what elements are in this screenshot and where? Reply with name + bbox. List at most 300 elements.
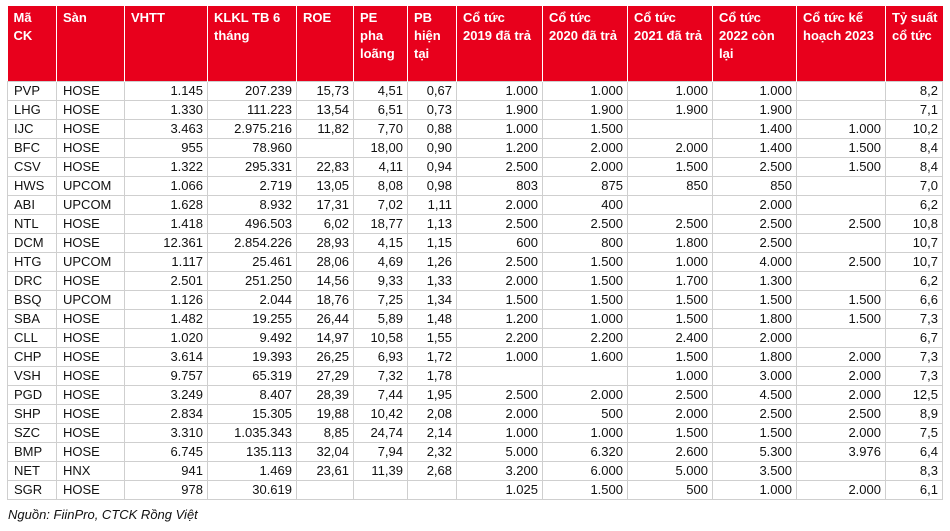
value-cell: 1.418: [125, 214, 208, 233]
value-cell: 9.757: [125, 366, 208, 385]
value-cell: 111.223: [208, 100, 297, 119]
value-cell: 2.000: [457, 195, 543, 214]
value-cell: 1.035.343: [208, 423, 297, 442]
exchange-cell: HOSE: [57, 81, 125, 100]
value-cell: 2.500: [457, 252, 543, 271]
value-cell: 2.000: [797, 480, 886, 499]
value-cell: 1,13: [408, 214, 457, 233]
value-cell: [297, 480, 354, 499]
value-cell: 1.000: [713, 480, 797, 499]
table-row: [8, 195, 943, 214]
value-cell: 1.000: [543, 309, 628, 328]
dividend-table: [7, 6, 943, 500]
value-cell: 2.854.226: [208, 233, 297, 252]
value-cell: 3.614: [125, 347, 208, 366]
value-cell: 2.500: [797, 404, 886, 423]
value-cell: 15.305: [208, 404, 297, 423]
value-cell: 65.319: [208, 366, 297, 385]
value-cell: 1.145: [125, 81, 208, 100]
value-cell: 8,2: [886, 81, 943, 100]
value-cell: 1.400: [713, 119, 797, 138]
value-cell: 2.600: [628, 442, 713, 461]
value-cell: 1.117: [125, 252, 208, 271]
value-cell: 18,00: [354, 138, 408, 157]
exchange-cell: UPCOM: [57, 290, 125, 309]
ticker-cell: HTG: [8, 252, 57, 271]
ticker-cell: HWS: [8, 176, 57, 195]
value-cell: 1.322: [125, 157, 208, 176]
exchange-cell: HOSE: [57, 442, 125, 461]
value-cell: 1,34: [408, 290, 457, 309]
value-cell: 1.000: [457, 423, 543, 442]
value-cell: 2.500: [543, 214, 628, 233]
value-cell: [797, 176, 886, 195]
value-cell: 1.900: [713, 100, 797, 119]
table-row: [8, 442, 943, 461]
value-cell: 2.500: [713, 157, 797, 176]
ticker-cell: CSV: [8, 157, 57, 176]
value-cell: 1.500: [628, 309, 713, 328]
value-cell: [297, 138, 354, 157]
value-cell: 1.500: [713, 290, 797, 309]
value-cell: 13,05: [297, 176, 354, 195]
table-row: [8, 290, 943, 309]
column-header: Cổ tức 2020 đã trả: [543, 6, 628, 81]
value-cell: 28,93: [297, 233, 354, 252]
value-cell: 18,77: [354, 214, 408, 233]
value-cell: 1.000: [543, 423, 628, 442]
header-row: [8, 6, 943, 81]
value-cell: 2.500: [457, 385, 543, 404]
ticker-cell: SHP: [8, 404, 57, 423]
value-cell: 3.200: [457, 461, 543, 480]
value-cell: 7,02: [354, 195, 408, 214]
column-header: Mã CK: [8, 6, 57, 81]
value-cell: 803: [457, 176, 543, 195]
value-cell: 1.900: [457, 100, 543, 119]
value-cell: 0,67: [408, 81, 457, 100]
column-header: PB hiện tại: [408, 6, 457, 81]
exchange-cell: HOSE: [57, 119, 125, 138]
table-row: [8, 480, 943, 499]
value-cell: 5.000: [457, 442, 543, 461]
value-cell: 10,7: [886, 252, 943, 271]
value-cell: 6,02: [297, 214, 354, 233]
value-cell: 1.900: [543, 100, 628, 119]
column-header: Cổ tức 2022 còn lại: [713, 6, 797, 81]
table-row: [8, 366, 943, 385]
table-row: [8, 404, 943, 423]
value-cell: 2,08: [408, 404, 457, 423]
value-cell: 1,11: [408, 195, 457, 214]
value-cell: 6.000: [543, 461, 628, 480]
value-cell: 7,1: [886, 100, 943, 119]
value-cell: 1,15: [408, 233, 457, 252]
value-cell: 32,04: [297, 442, 354, 461]
value-cell: 1.500: [543, 290, 628, 309]
value-cell: 1.000: [628, 81, 713, 100]
value-cell: 8,4: [886, 138, 943, 157]
ticker-cell: DRC: [8, 271, 57, 290]
value-cell: 2.000: [797, 366, 886, 385]
value-cell: [354, 480, 408, 499]
value-cell: 4.500: [713, 385, 797, 404]
value-cell: 2.000: [628, 404, 713, 423]
table-row: [8, 119, 943, 138]
value-cell: 12,5: [886, 385, 943, 404]
exchange-cell: HOSE: [57, 271, 125, 290]
value-cell: 6,1: [886, 480, 943, 499]
column-header: VHTT: [125, 6, 208, 81]
value-cell: 25.461: [208, 252, 297, 271]
value-cell: [797, 461, 886, 480]
value-cell: 496.503: [208, 214, 297, 233]
value-cell: 1.700: [628, 271, 713, 290]
table-row: [8, 385, 943, 404]
exchange-cell: UPCOM: [57, 252, 125, 271]
value-cell: 2.500: [713, 404, 797, 423]
table-row: [8, 271, 943, 290]
value-cell: 1.000: [543, 81, 628, 100]
value-cell: 2.500: [713, 214, 797, 233]
ticker-cell: VSH: [8, 366, 57, 385]
value-cell: 1.500: [713, 423, 797, 442]
value-cell: 1.628: [125, 195, 208, 214]
value-cell: 1.469: [208, 461, 297, 480]
value-cell: 1.500: [543, 252, 628, 271]
table-row: [8, 138, 943, 157]
table-row: [8, 176, 943, 195]
value-cell: [797, 100, 886, 119]
exchange-cell: HOSE: [57, 100, 125, 119]
value-cell: 2.000: [797, 347, 886, 366]
value-cell: 978: [125, 480, 208, 499]
value-cell: [457, 366, 543, 385]
value-cell: 1,33: [408, 271, 457, 290]
value-cell: 5.000: [628, 461, 713, 480]
value-cell: 26,25: [297, 347, 354, 366]
value-cell: 2.500: [457, 214, 543, 233]
value-cell: [797, 328, 886, 347]
value-cell: 4,51: [354, 81, 408, 100]
value-cell: 295.331: [208, 157, 297, 176]
value-cell: 1.330: [125, 100, 208, 119]
value-cell: 1.500: [543, 271, 628, 290]
value-cell: 4.000: [713, 252, 797, 271]
ticker-cell: BFC: [8, 138, 57, 157]
value-cell: 2,68: [408, 461, 457, 480]
exchange-cell: UPCOM: [57, 195, 125, 214]
value-cell: 2.000: [628, 138, 713, 157]
value-cell: 4,15: [354, 233, 408, 252]
value-cell: 1.800: [713, 347, 797, 366]
source-note: Nguồn: FiinPro, CTCK Rồng Việt: [8, 507, 198, 522]
value-cell: 2.975.216: [208, 119, 297, 138]
value-cell: 8.932: [208, 195, 297, 214]
column-header: Cổ tức 2021 đã trả: [628, 6, 713, 81]
value-cell: 7,25: [354, 290, 408, 309]
value-cell: 2.834: [125, 404, 208, 423]
value-cell: 500: [543, 404, 628, 423]
table-row: [8, 81, 943, 100]
table-row: [8, 328, 943, 347]
value-cell: 11,82: [297, 119, 354, 138]
value-cell: 24,74: [354, 423, 408, 442]
value-cell: 941: [125, 461, 208, 480]
value-cell: 2.400: [628, 328, 713, 347]
exchange-cell: HOSE: [57, 328, 125, 347]
value-cell: 1.000: [457, 347, 543, 366]
ticker-cell: CHP: [8, 347, 57, 366]
value-cell: 1.800: [713, 309, 797, 328]
value-cell: 23,61: [297, 461, 354, 480]
value-cell: 2.000: [543, 157, 628, 176]
value-cell: 8.407: [208, 385, 297, 404]
value-cell: 2.719: [208, 176, 297, 195]
value-cell: 1.500: [543, 480, 628, 499]
value-cell: 17,31: [297, 195, 354, 214]
value-cell: 2.000: [797, 423, 886, 442]
ticker-cell: CLL: [8, 328, 57, 347]
value-cell: 7,0: [886, 176, 943, 195]
value-cell: 955: [125, 138, 208, 157]
value-cell: 28,06: [297, 252, 354, 271]
value-cell: 1.025: [457, 480, 543, 499]
value-cell: 500: [628, 480, 713, 499]
value-cell: 9,33: [354, 271, 408, 290]
value-cell: 1.126: [125, 290, 208, 309]
value-cell: 8,9: [886, 404, 943, 423]
value-cell: 1.500: [543, 119, 628, 138]
value-cell: 6.745: [125, 442, 208, 461]
value-cell: 1.020: [125, 328, 208, 347]
value-cell: 400: [543, 195, 628, 214]
value-cell: 2.500: [713, 233, 797, 252]
value-cell: 251.250: [208, 271, 297, 290]
value-cell: 28,39: [297, 385, 354, 404]
value-cell: 2.500: [457, 157, 543, 176]
value-cell: 1.500: [628, 290, 713, 309]
value-cell: 1.000: [457, 119, 543, 138]
value-cell: 13,54: [297, 100, 354, 119]
value-cell: 8,85: [297, 423, 354, 442]
value-cell: 12.361: [125, 233, 208, 252]
value-cell: 10,7: [886, 233, 943, 252]
column-header: PE pha loãng: [354, 6, 408, 81]
value-cell: 1,78: [408, 366, 457, 385]
value-cell: 1.800: [628, 233, 713, 252]
value-cell: 1.500: [457, 290, 543, 309]
value-cell: 19,88: [297, 404, 354, 423]
value-cell: 1.500: [628, 347, 713, 366]
value-cell: 5,89: [354, 309, 408, 328]
value-cell: 19.393: [208, 347, 297, 366]
value-cell: 1.500: [797, 157, 886, 176]
value-cell: 207.239: [208, 81, 297, 100]
table-row: [8, 347, 943, 366]
ticker-cell: SGR: [8, 480, 57, 499]
value-cell: 850: [713, 176, 797, 195]
value-cell: 3.500: [713, 461, 797, 480]
column-header: ROE: [297, 6, 354, 81]
table-body: [8, 81, 943, 499]
value-cell: 4,69: [354, 252, 408, 271]
exchange-cell: HOSE: [57, 138, 125, 157]
column-header: KLKL TB 6 tháng: [208, 6, 297, 81]
value-cell: 78.960: [208, 138, 297, 157]
value-cell: [543, 366, 628, 385]
value-cell: 1.482: [125, 309, 208, 328]
value-cell: 0,73: [408, 100, 457, 119]
value-cell: 1.066: [125, 176, 208, 195]
value-cell: 10,58: [354, 328, 408, 347]
value-cell: 3.976: [797, 442, 886, 461]
exchange-cell: UPCOM: [57, 176, 125, 195]
value-cell: 3.310: [125, 423, 208, 442]
value-cell: [797, 195, 886, 214]
value-cell: 8,3: [886, 461, 943, 480]
value-cell: 2,32: [408, 442, 457, 461]
ticker-cell: BMP: [8, 442, 57, 461]
value-cell: 1.900: [628, 100, 713, 119]
value-cell: 1.500: [797, 309, 886, 328]
value-cell: 9.492: [208, 328, 297, 347]
value-cell: 7,94: [354, 442, 408, 461]
value-cell: 4,11: [354, 157, 408, 176]
value-cell: 7,5: [886, 423, 943, 442]
value-cell: 1.500: [628, 423, 713, 442]
column-header: Tỷ suất cổ tức: [886, 6, 943, 81]
table-row: [8, 214, 943, 233]
table-row: [8, 233, 943, 252]
value-cell: 1,48: [408, 309, 457, 328]
value-cell: 1,55: [408, 328, 457, 347]
value-cell: 8,08: [354, 176, 408, 195]
value-cell: 2.000: [457, 271, 543, 290]
exchange-cell: HOSE: [57, 309, 125, 328]
value-cell: 3.463: [125, 119, 208, 138]
exchange-cell: HOSE: [57, 233, 125, 252]
value-cell: 2.000: [543, 385, 628, 404]
value-cell: 2.000: [713, 328, 797, 347]
value-cell: 15,73: [297, 81, 354, 100]
value-cell: 2.000: [797, 385, 886, 404]
ticker-cell: DCM: [8, 233, 57, 252]
value-cell: 1,26: [408, 252, 457, 271]
ticker-cell: NET: [8, 461, 57, 480]
value-cell: 1.000: [628, 366, 713, 385]
exchange-cell: HOSE: [57, 157, 125, 176]
value-cell: 1.000: [457, 81, 543, 100]
value-cell: 2.044: [208, 290, 297, 309]
value-cell: 10,2: [886, 119, 943, 138]
table-row: [8, 100, 943, 119]
value-cell: 2.000: [457, 404, 543, 423]
value-cell: 1,95: [408, 385, 457, 404]
value-cell: 10,42: [354, 404, 408, 423]
value-cell: 1.400: [713, 138, 797, 157]
value-cell: 2.500: [797, 214, 886, 233]
exchange-cell: HOSE: [57, 366, 125, 385]
value-cell: 5.300: [713, 442, 797, 461]
table-row: [8, 423, 943, 442]
value-cell: 1,72: [408, 347, 457, 366]
value-cell: [628, 119, 713, 138]
column-header: Sàn: [57, 6, 125, 81]
value-cell: 19.255: [208, 309, 297, 328]
value-cell: 2.501: [125, 271, 208, 290]
value-cell: 6,7: [886, 328, 943, 347]
value-cell: 6,2: [886, 271, 943, 290]
table-row: [8, 461, 943, 480]
value-cell: 1.300: [713, 271, 797, 290]
value-cell: 2.200: [543, 328, 628, 347]
value-cell: 26,44: [297, 309, 354, 328]
value-cell: 1.500: [628, 157, 713, 176]
value-cell: 7,3: [886, 347, 943, 366]
value-cell: 6,51: [354, 100, 408, 119]
value-cell: 2,14: [408, 423, 457, 442]
value-cell: 6,6: [886, 290, 943, 309]
column-header: Cổ tức kế hoạch 2023: [797, 6, 886, 81]
table-header: [8, 6, 943, 81]
value-cell: 14,56: [297, 271, 354, 290]
exchange-cell: HOSE: [57, 404, 125, 423]
value-cell: 0,90: [408, 138, 457, 157]
value-cell: 3.000: [713, 366, 797, 385]
value-cell: 0,94: [408, 157, 457, 176]
value-cell: 1.500: [797, 290, 886, 309]
value-cell: 1.000: [713, 81, 797, 100]
ticker-cell: PVP: [8, 81, 57, 100]
value-cell: 3.249: [125, 385, 208, 404]
ticker-cell: LHG: [8, 100, 57, 119]
value-cell: 875: [543, 176, 628, 195]
exchange-cell: HOSE: [57, 347, 125, 366]
value-cell: 0,98: [408, 176, 457, 195]
value-cell: [408, 480, 457, 499]
value-cell: 7,44: [354, 385, 408, 404]
value-cell: 6,4: [886, 442, 943, 461]
exchange-cell: HOSE: [57, 480, 125, 499]
ticker-cell: PGD: [8, 385, 57, 404]
value-cell: 600: [457, 233, 543, 252]
value-cell: 18,76: [297, 290, 354, 309]
value-cell: 2.500: [628, 385, 713, 404]
value-cell: 7,3: [886, 309, 943, 328]
value-cell: 2.000: [543, 138, 628, 157]
value-cell: 1.000: [797, 119, 886, 138]
value-cell: 27,29: [297, 366, 354, 385]
value-cell: [628, 195, 713, 214]
value-cell: 2.500: [628, 214, 713, 233]
value-cell: [797, 81, 886, 100]
value-cell: 7,3: [886, 366, 943, 385]
exchange-cell: HOSE: [57, 214, 125, 233]
value-cell: 22,83: [297, 157, 354, 176]
value-cell: 850: [628, 176, 713, 195]
column-header: Cổ tức 2019 đã trả: [457, 6, 543, 81]
value-cell: 30.619: [208, 480, 297, 499]
value-cell: 800: [543, 233, 628, 252]
value-cell: 7,70: [354, 119, 408, 138]
table-row: [8, 309, 943, 328]
exchange-cell: HNX: [57, 461, 125, 480]
value-cell: 0,88: [408, 119, 457, 138]
value-cell: 14,97: [297, 328, 354, 347]
ticker-cell: SZC: [8, 423, 57, 442]
table-row: [8, 252, 943, 271]
